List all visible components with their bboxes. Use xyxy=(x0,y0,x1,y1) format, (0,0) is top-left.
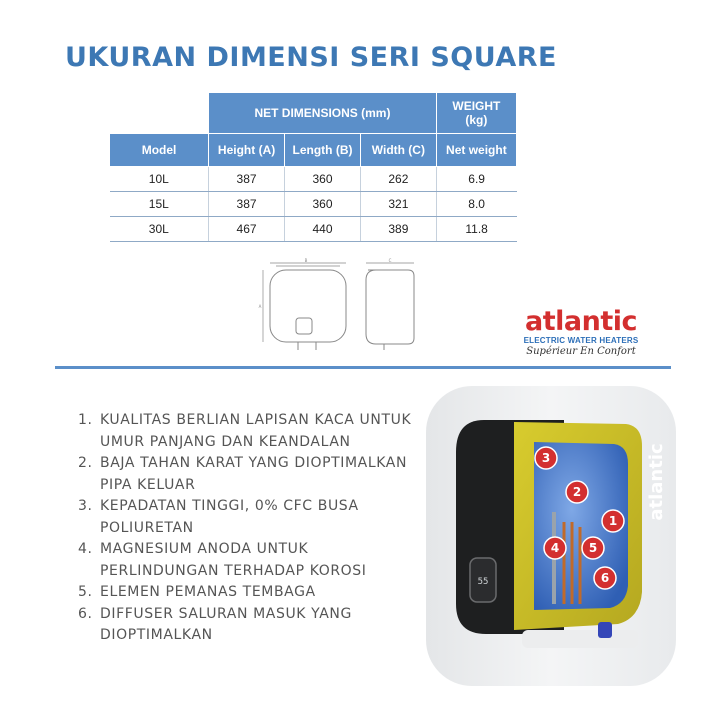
table-row xyxy=(110,217,517,242)
list-item xyxy=(78,496,430,539)
feature-list xyxy=(78,410,430,647)
feature-number: 2. xyxy=(78,455,93,471)
feature-text: KEPADATAN TINGGI, 0% CFC BUSA POLIURETAN xyxy=(100,498,359,536)
table-row xyxy=(110,192,517,217)
feature-number: 4. xyxy=(78,541,93,557)
feature-number: 6. xyxy=(78,605,93,622)
brand-name: atlantic xyxy=(525,306,637,337)
table-corner xyxy=(110,93,209,134)
outlet-pipe xyxy=(598,622,612,638)
feature-text: MAGNESIUM ANODA UNTUK PERLINDUNGAN TERHADAP KOROSI xyxy=(100,541,367,579)
label-b: B xyxy=(304,258,308,263)
feature-number: 1. xyxy=(78,412,93,428)
cell-height: 387 xyxy=(209,167,285,192)
cell-height: 387 xyxy=(209,192,285,217)
page-title: UKURAN DIMENSI SERI SQUARE xyxy=(65,42,557,73)
cell-width: 262 xyxy=(360,167,436,192)
feature-text: DIFFUSER SALURAN MASUK YANG DIOPTIMALKAN xyxy=(100,605,352,643)
list-item xyxy=(78,410,430,453)
list-item xyxy=(78,539,430,582)
callout-1-label: 1 xyxy=(608,514,618,528)
cell-net-weight: 6.9 xyxy=(436,167,516,192)
brand-tagline: Supérieur En Confort xyxy=(526,346,636,357)
cell-net-weight: 11.8 xyxy=(436,217,516,242)
cell-width: 389 xyxy=(360,217,436,242)
brand-subtitle: ELECTRIC WATER HEATERS xyxy=(523,336,639,345)
list-item xyxy=(78,582,430,604)
column-header-model: Model xyxy=(110,134,209,167)
front-view-outline xyxy=(270,270,346,342)
label-c: C xyxy=(388,258,392,263)
callout-2-label: 2 xyxy=(572,485,582,499)
side-brand-text: atlantic xyxy=(646,443,667,521)
side-view-outline xyxy=(366,270,414,344)
cell-height: 467 xyxy=(209,217,285,242)
callout-5-label: 5 xyxy=(588,541,598,555)
table-row xyxy=(110,167,517,192)
cell-model: 30L xyxy=(110,217,209,242)
weight-group-header: WEIGHT (kg) xyxy=(436,93,516,134)
bottom-plate xyxy=(522,630,638,648)
dimensions-group-header: NET DIMENSIONS (mm) xyxy=(209,93,437,134)
column-header-length: Length (B) xyxy=(285,134,361,167)
water-heater-illustration xyxy=(414,372,684,702)
cell-length: 440 xyxy=(285,217,361,242)
column-header-height: Height (A) xyxy=(209,134,285,167)
column-header-net-weight: Net weight xyxy=(436,134,516,167)
cell-net-weight: 8.0 xyxy=(436,192,516,217)
callout-6-label: 6 xyxy=(600,571,610,585)
list-item xyxy=(78,604,430,647)
callout-3-label: 3 xyxy=(541,451,551,465)
feature-text: BAJA TAHAN KARAT YANG DIOPTIMALKAN PIPA KELUAR xyxy=(100,455,408,493)
front-view-display xyxy=(296,318,312,334)
cell-length: 360 xyxy=(285,192,361,217)
dimensions-table xyxy=(109,92,517,242)
cell-model: 10L xyxy=(110,167,209,192)
callout-4-label: 4 xyxy=(550,541,560,555)
label-a: A xyxy=(258,304,262,309)
dimension-drawing xyxy=(258,258,418,358)
feature-number: 5. xyxy=(78,584,93,600)
feature-text: KUALITAS BERLIAN LAPISAN KACA UNTUK UMUR PANJANG DAN KEANDALAN xyxy=(100,412,412,450)
section-divider xyxy=(55,366,671,369)
feature-number: 3. xyxy=(78,498,93,514)
column-header-width: Width (C) xyxy=(360,134,436,167)
brand-logo xyxy=(520,308,642,358)
cell-model: 15L xyxy=(110,192,209,217)
cell-width: 321 xyxy=(360,192,436,217)
svg-text:55: 55 xyxy=(477,577,489,587)
feature-text: ELEMEN PEMANAS TEMBAGA xyxy=(100,584,316,600)
list-item xyxy=(78,453,430,496)
cell-length: 360 xyxy=(285,167,361,192)
